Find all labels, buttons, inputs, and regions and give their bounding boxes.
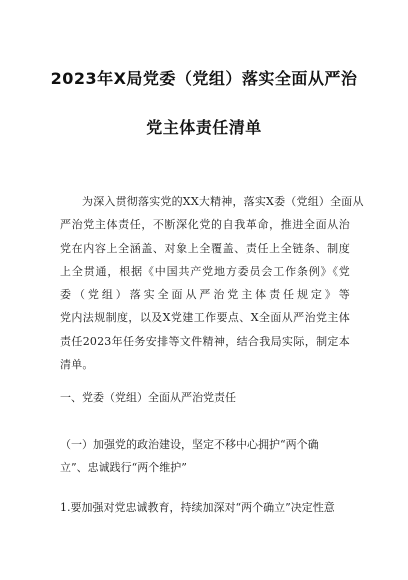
paragraph-line: 党内法规制度，以及X党建工作要点、X全面从严治党主体 (60, 311, 350, 325)
paragraph-line: 上全贯通，根据《中国共产党地方委员会工作条例》《党 (60, 264, 350, 278)
subsection-heading-line: 立”、忠诚践行“两个维护” (60, 461, 187, 474)
document-title-line-1: 2023年X局党委（党组）落实全面从严治 (50, 69, 358, 88)
paragraph-line: 责任2023年任务安排等文件精神，结合我局实际，制定本 (60, 334, 350, 348)
document-title-line-2: 党主体责任清单 (146, 118, 262, 137)
intro-paragraph (60, 190, 364, 376)
section-heading: 一、党委（党组）全面从严治党责任 (60, 391, 236, 404)
paragraph-line: 严治党主体责任，不断深化党的自我革命，推进全面从治 (60, 218, 350, 232)
subsection-heading-line: （一）加强党的政治建设，坚定不移中心拥护“两个确 (60, 438, 319, 451)
paragraph-line: 委（党组）落实全面从严治党主体责任规定》等 (60, 288, 350, 302)
paragraph-line: 党在内容上全涵盖、对象上全覆盖、责任上全链条、制度 (60, 241, 350, 255)
paragraph-line: 清单。 (60, 358, 94, 372)
list-item: 1.要加强对党忠诚教育，持续加深对“两个确立”决定性意 (60, 501, 335, 514)
paragraph-line: 为深入贯彻落实党的XX大精神，落实X委（党组）全面从 (82, 195, 364, 208)
subsection-heading (60, 433, 350, 479)
